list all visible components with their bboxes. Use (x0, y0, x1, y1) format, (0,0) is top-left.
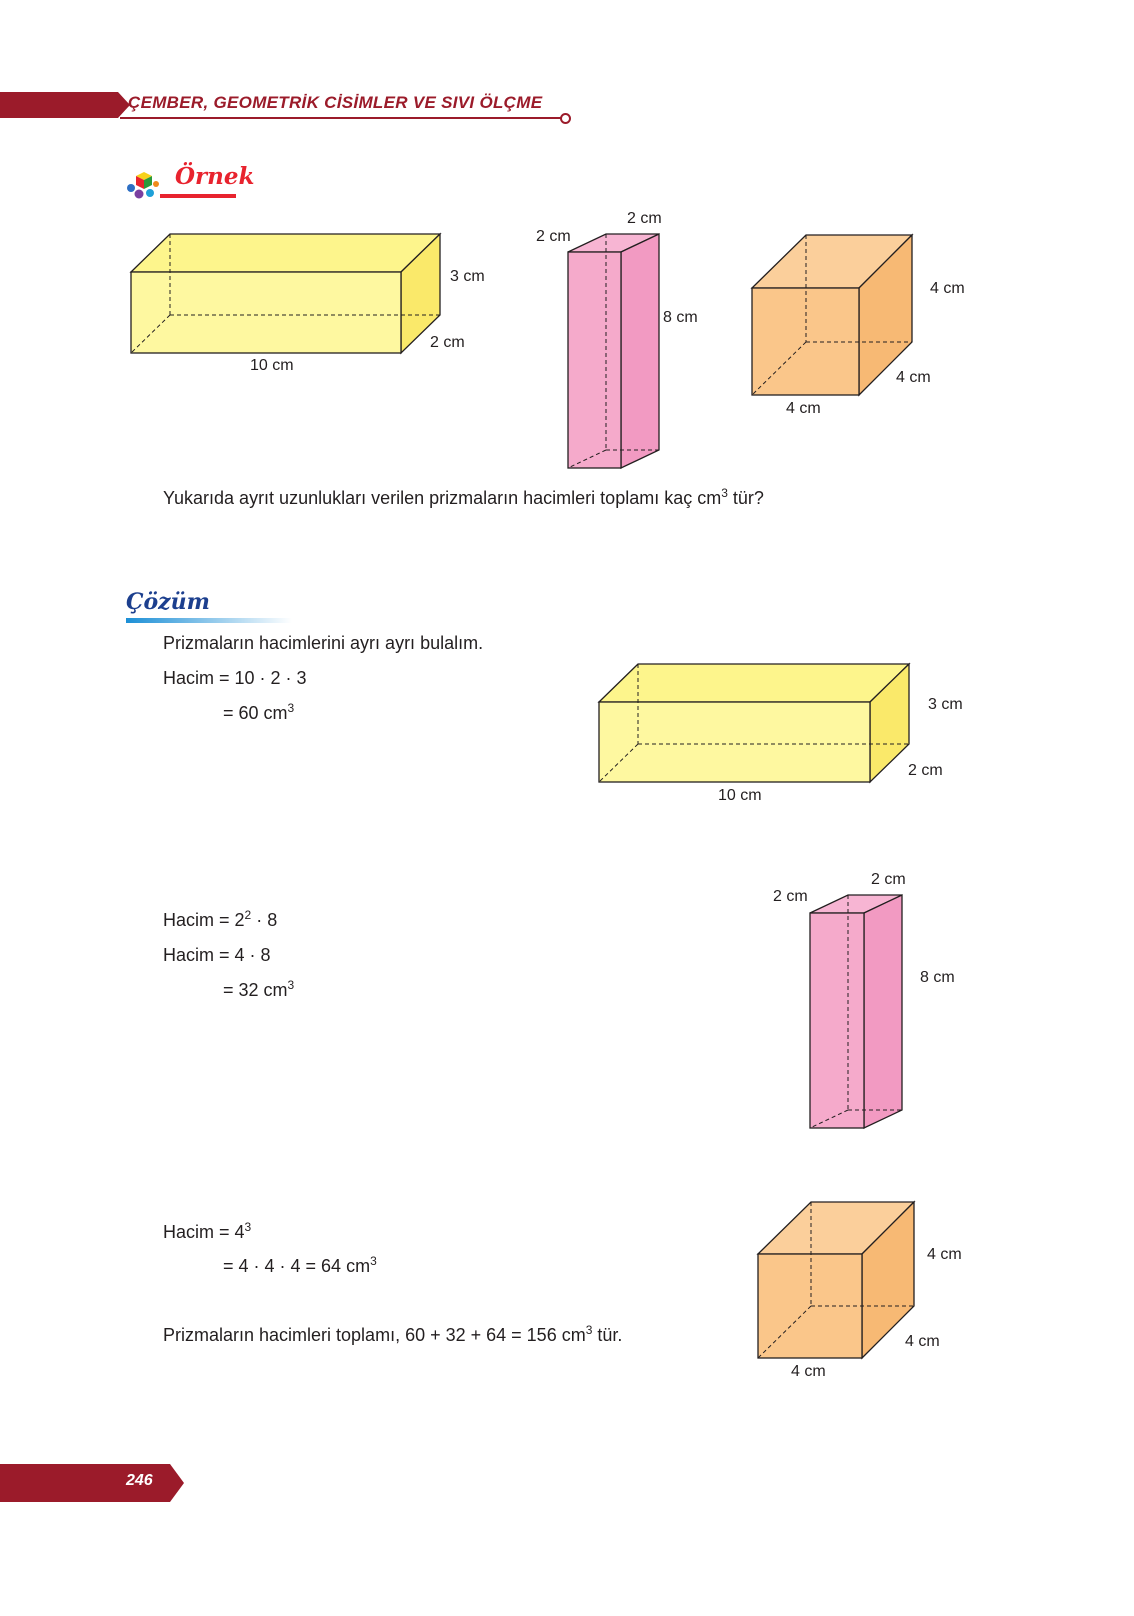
step1-line2: = 60 $cm^3$ (223, 701, 295, 723)
dim-label: 4 cm (905, 1333, 940, 1350)
dim-label: 10 cm (718, 787, 762, 804)
step2-line2: Hacim = 4 · 8 (163, 945, 271, 965)
total-text: Prizmaların hacimleri toplamı, 60 + 32 + 64 = 156 $cm^3$ tür. (163, 1323, 623, 1345)
dim-label: 3 cm (928, 696, 963, 713)
dim-label: 2 cm (536, 228, 571, 245)
dim-label: 4 cm (930, 280, 965, 297)
dim-label: 4 cm (786, 400, 821, 417)
page-number: 246 (126, 1472, 153, 1489)
dim-label: 4 cm (896, 369, 931, 386)
question-text: Yukarıda ayrıt uzunlukları verilen prizmaların hacimleri toplamı kaç $cm^3$ tür? (163, 486, 764, 508)
footer-ribbon (0, 1464, 190, 1502)
dim-label: 2 cm (773, 888, 808, 905)
dim-label: 2 cm (627, 210, 662, 227)
dim-label: 2 cm (430, 334, 465, 351)
dim-label: 10 cm (250, 357, 294, 374)
dim-label: 4 cm (791, 1363, 826, 1380)
solution-label: Çözüm (126, 589, 210, 615)
step3-line1: Hacim = $4^3$ (163, 1220, 252, 1242)
example-label: Örnek (175, 163, 255, 190)
step1-line1: Hacim = 10 · 2 · 3 (163, 668, 307, 688)
chapter-title: ÇEMBER, GEOMETRİK CİSİMLER VE SIVI ÖLÇME (128, 93, 543, 112)
dim-label: 4 cm (927, 1246, 962, 1263)
dim-label: 2 cm (908, 762, 943, 779)
step3-line2: = 4 · 4 · 4 = 64 $cm^3$ (223, 1254, 377, 1276)
solution-intro: Prizmaların hacimlerini ayrı ayrı bulalım. (163, 633, 484, 653)
dim-label: 3 cm (450, 268, 485, 285)
step2-line3: = 32 $cm^3$ (223, 978, 295, 1000)
dim-label: 2 cm (871, 871, 906, 888)
dim-label: 8 cm (663, 309, 698, 326)
dim-label: 8 cm (920, 969, 955, 986)
step2-line1: Hacim = $2^2 \cdot 8$ (163, 908, 278, 930)
